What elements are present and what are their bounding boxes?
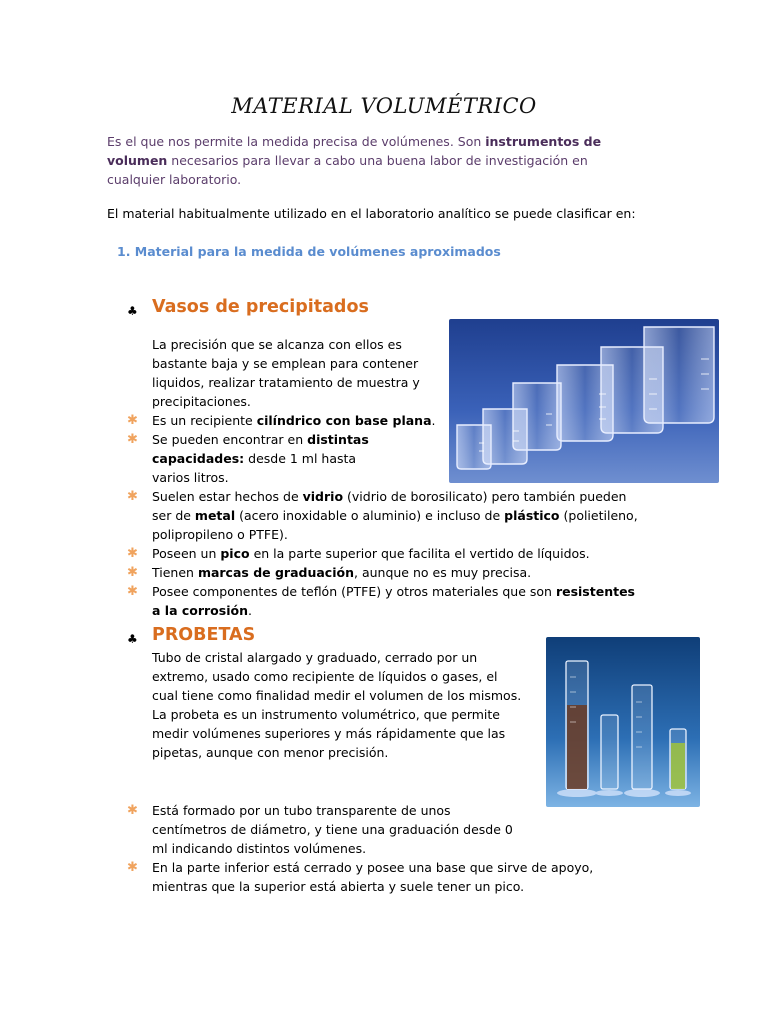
probetas-description: Tubo de cristal alargado y graduado, cerrado por un extremo, usado como recipiente de líquidos o gases, el cual tiene como finalidad medir el volumen de los mismos. La probeta es un instrumento volumétrico, que permite medir volúmenes superiores y más rápidamente que las pipetas, aunque con menor precisión. (152, 650, 522, 760)
page-title: MATERIAL VOLUMÉTRICO (231, 94, 537, 118)
list-item: ✱ Suelen estar hechos de vidrio (vidrio de borosilicato) pero también pueden ser de metal (acero inoxidable o aluminio) e incluso de plástico (polietileno, polipropileno o PTFE). (127, 489, 638, 542)
list-item: ✱ Tienen marcas de graduación, aunque no es muy precisa. (127, 565, 532, 580)
list-item: ✱ Está formado por un tubo transparente de unos centímetros de diámetro, y tiene una graduación desde 0 ml indicando distintos volúmenes. (127, 803, 513, 856)
vasos-description: La precisión que se alcanza con ellos es bastante baja y se emplean para contener liquidos, realizar tratamiento de muestra y precipitaciones. (152, 337, 420, 409)
intro-bold-term: instrumentos de volumen (107, 134, 602, 168)
graduated-cylinders-photo (546, 637, 700, 807)
cylinders-illustration (546, 637, 700, 807)
vasos-heading: Vasos de precipitados (152, 297, 369, 317)
probetas-bullet-list (127, 801, 647, 896)
star-bullet-icon: ✱ (127, 803, 138, 818)
star-bullet-icon: ✱ (127, 860, 138, 875)
list-item: ✱ Posee componentes de teflón (PTFE) y otros materiales que son resistentes a la corrosión. (127, 584, 635, 618)
star-bullet-icon: ✱ (127, 432, 138, 447)
probetas-heading: PROBETAS (152, 625, 256, 645)
star-bullet-icon: ✱ (127, 584, 138, 599)
list-item: ✱ En la parte inferior está cerrado y posee una base que sirve de apoyo, mientras que la superior está abierta y suele tener un pico. (127, 860, 594, 894)
star-bullet-icon: ✱ (127, 546, 138, 561)
intro-text-1: Es el que nos permite la medida precisa de volúmenes. Son (107, 134, 486, 149)
club-bullet-icon: ♣ (127, 304, 138, 318)
numbered-heading: 1. Material para la medida de volúmenes aproximados (117, 244, 501, 259)
star-bullet-icon: ✱ (127, 565, 138, 580)
intro-text-2: necesarios para llevar a cabo una buena labor de investigación en cualquier laboratorio. (107, 153, 588, 187)
intro-paragraph (107, 132, 627, 189)
vasos-bullet-list (127, 411, 647, 620)
club-bullet-icon: ♣ (127, 632, 138, 646)
list-item: ✱ Se pueden encontrar en distintas capacidades: desde 1 ml hasta varios litros. (127, 432, 369, 485)
classification-paragraph: El material habitualmente utilizado en el laboratorio analítico se puede clasificar en: (107, 206, 636, 221)
star-bullet-icon: ✱ (127, 413, 138, 428)
list-item: ✱ Es un recipiente cilíndrico con base plana. (127, 413, 436, 428)
list-item: ✱ Poseen un pico en la parte superior que facilita el vertido de líquidos. (127, 546, 590, 561)
star-bullet-icon: ✱ (127, 489, 138, 504)
